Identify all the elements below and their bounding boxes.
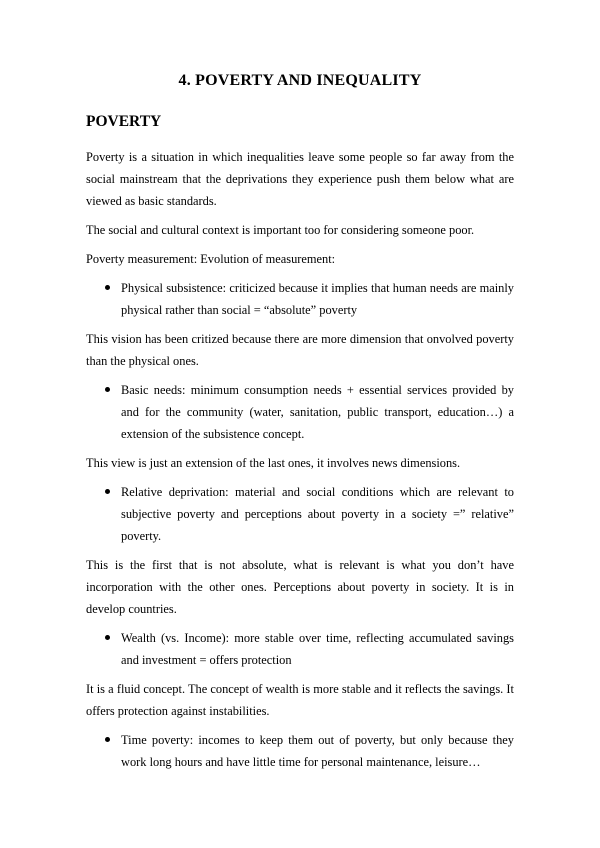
- document-title: 4. POVERTY AND INEQUALITY: [178, 72, 422, 89]
- list-item-text: Physical subsistence: criticized because it implies that human needs are mainly physical rather than social = “absolute” poverty: [121, 281, 514, 317]
- list-item-text: Time poverty: incomes to keep them out of poverty, but only because they work long hours and have little time for personal maintenance, leisure…: [121, 733, 514, 769]
- list-item: [121, 379, 514, 445]
- bullet-list: [86, 379, 514, 445]
- list-item: [121, 729, 514, 773]
- paragraph-relative: This is the first that is not absolute, what is relevant is what you don’t have incorporation with the other ones. Perceptions about poverty in society. It is in develop countries.: [86, 558, 514, 616]
- list-item-text: Wealth (vs. Income): more stable over time, reflecting accumulated savings and investment = offers protection: [121, 631, 514, 667]
- paragraph-definition: Poverty is a situation in which inequalities leave some people so far away from the social mainstream that the deprivations they experience push them below what are viewed as basic standards.: [86, 150, 514, 208]
- paragraph-extension: This view is just an extension of the last ones, it involves news dimensions.: [86, 456, 461, 470]
- paragraph-wealth: It is a fluid concept. The concept of wealth is more stable and it reflects the savings. It offers protection against instabilities.: [86, 682, 514, 718]
- bullet-icon: [105, 737, 110, 742]
- bullet-icon: [105, 489, 110, 494]
- paragraph-measurement: Poverty measurement: Evolution of measurement:: [86, 252, 336, 266]
- paragraph-vision: This vision has been critized because there are more dimension that onvolved poverty than the physical ones.: [86, 332, 514, 368]
- bullet-list: [86, 481, 514, 547]
- list-item: [121, 277, 514, 321]
- list-item: [121, 627, 514, 671]
- bullet-icon: [105, 635, 110, 640]
- list-item-text: Relative deprivation: material and social conditions which are relevant to subjective poverty and perceptions about poverty in a society =” relative” poverty.: [121, 485, 514, 543]
- bullet-list: [86, 277, 514, 321]
- list-item: [121, 481, 514, 547]
- section-heading: POVERTY: [86, 113, 162, 130]
- bullet-icon: [105, 285, 110, 290]
- paragraph-context: The social and cultural context is important too for considering someone poor.: [86, 223, 475, 237]
- bullet-icon: [105, 387, 110, 392]
- list-item-text: Basic needs: minimum consumption needs + essential services provided by and for the community (water, sanitation, public transport, education…) a extension of the subsistence concept.: [121, 383, 514, 441]
- bullet-list: [86, 627, 514, 671]
- bullet-list: [86, 729, 514, 773]
